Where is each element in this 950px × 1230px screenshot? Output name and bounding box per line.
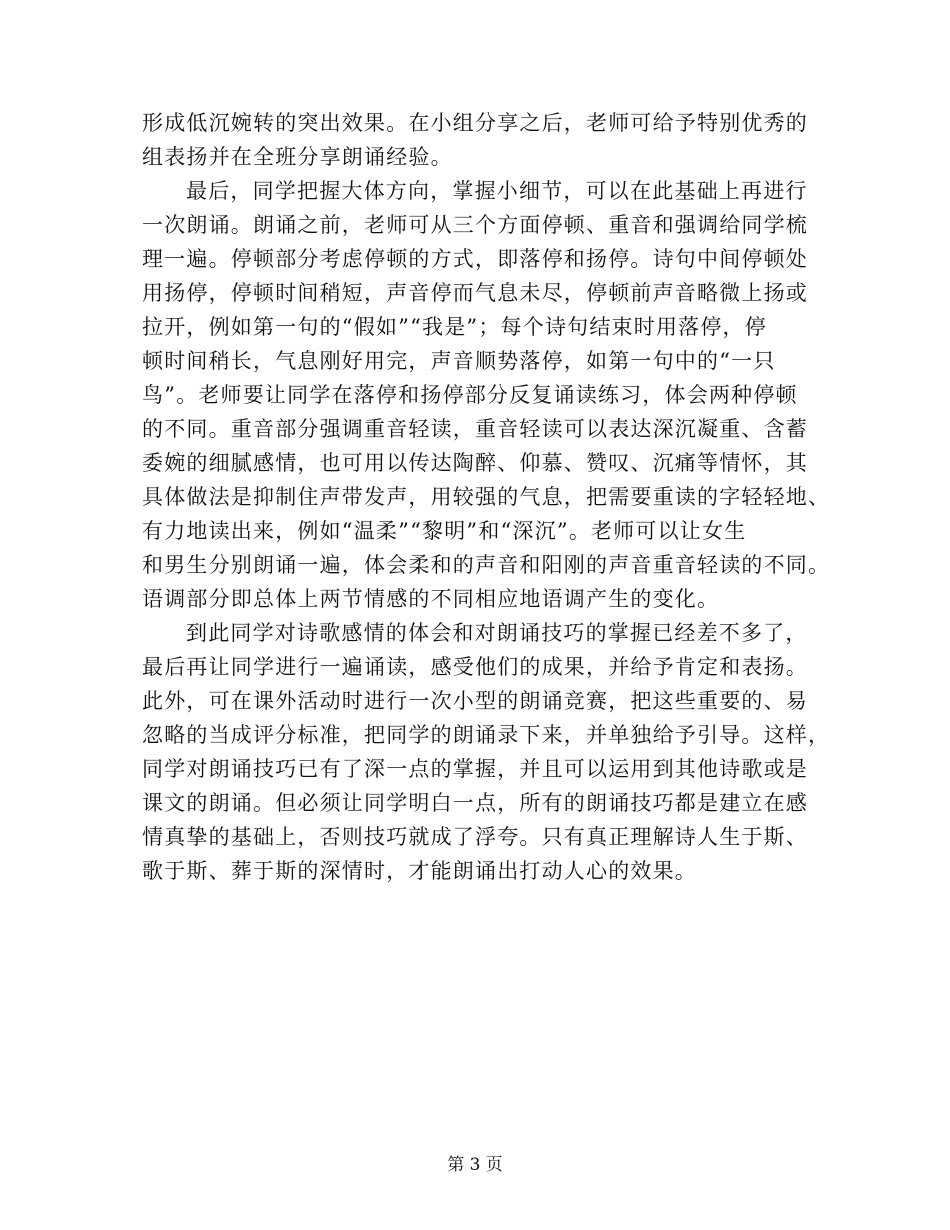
text-line: 拉开，例如第一句的“假如”“我是”；每个诗句结束时用落停，停 xyxy=(142,315,767,339)
text-line: 一次朗诵。朗诵之前，老师可从三个方面停顿、重音和强调给同学梳 xyxy=(142,213,808,237)
text-line: 最后再让同学进行一遍诵读，感受他们的成果，并给予肯定和表扬。 xyxy=(142,655,808,679)
text-line: 的不同。重音部分强调重音轻读，重音轻读可以表达深沉凝重、含蓄 xyxy=(142,417,808,441)
text-line: 最后，同学把握大体方向，掌握小细节，可以在此基础上再进行 xyxy=(186,179,808,203)
text-line: 到此同学对诗歌感情的体会和对朗诵技巧的掌握已经差不多了， xyxy=(186,621,808,645)
text-line: 课文的朗诵。但必须让同学明白一点，所有的朗诵技巧都是建立在感 xyxy=(142,791,808,815)
page-number: 第 3 页 xyxy=(447,1155,503,1175)
text-line: 忽略的当成评分标准，把同学的朗诵录下来，并单独给予引导。这样， xyxy=(142,723,831,747)
text-line: 有力地读出来，例如“温柔”“黎明”和“深沉”。老师可以让女生 xyxy=(142,519,747,543)
body-text xyxy=(142,106,831,888)
text-line: 歌于斯、葬于斯的深情时，才能朗诵出打动人心的效果。 xyxy=(142,859,697,883)
text-line: 顿时间稍长，气息刚好用完，声音顺势落停，如第一句中的“一只 xyxy=(142,349,776,373)
text-line: 委婉的细腻感情，也可用以传达陶醉、仰慕、赞叹、沉痛等情怀，其 xyxy=(142,451,808,475)
text-line: 情真挚的基础上，否则技巧就成了浮夸。只有真正理解诗人生于斯、 xyxy=(142,825,808,849)
text-line: 用扬停，停顿时间稍短，声音停而气息未尽，停顿前声音略微上扬或 xyxy=(142,281,808,305)
text-line: 语调部分即总体上两节情感的不同相应地语调产生的变化。 xyxy=(142,587,720,611)
text-line: 和男生分别朗诵一遍，体会柔和的声音和阳刚的声音重音轻读的不同。 xyxy=(142,553,831,577)
text-line: 此外，可在课外活动时进行一次小型的朗诵竞赛，把这些重要的、易 xyxy=(142,689,808,713)
text-line: 组表扬并在全班分享朗诵经验。 xyxy=(142,145,453,169)
text-line: 同学对朗诵技巧已有了深一点的掌握，并且可以运用到其他诗歌或是 xyxy=(142,757,808,781)
text-line: 理一遍。停顿部分考虑停顿的方式，即落停和扬停。诗句中间停顿处 xyxy=(142,247,808,271)
text-line: 形成低沉婉转的突出效果。在小组分享之后，老师可给予特别优秀的 xyxy=(142,111,808,135)
text-line: 鸟”。老师要让同学在落停和扬停部分反复诵读练习，体会两种停顿 xyxy=(142,383,798,407)
text-line: 具体做法是抑制住声带发声，用较强的气息，把需要重读的字轻轻地、 xyxy=(142,485,831,509)
